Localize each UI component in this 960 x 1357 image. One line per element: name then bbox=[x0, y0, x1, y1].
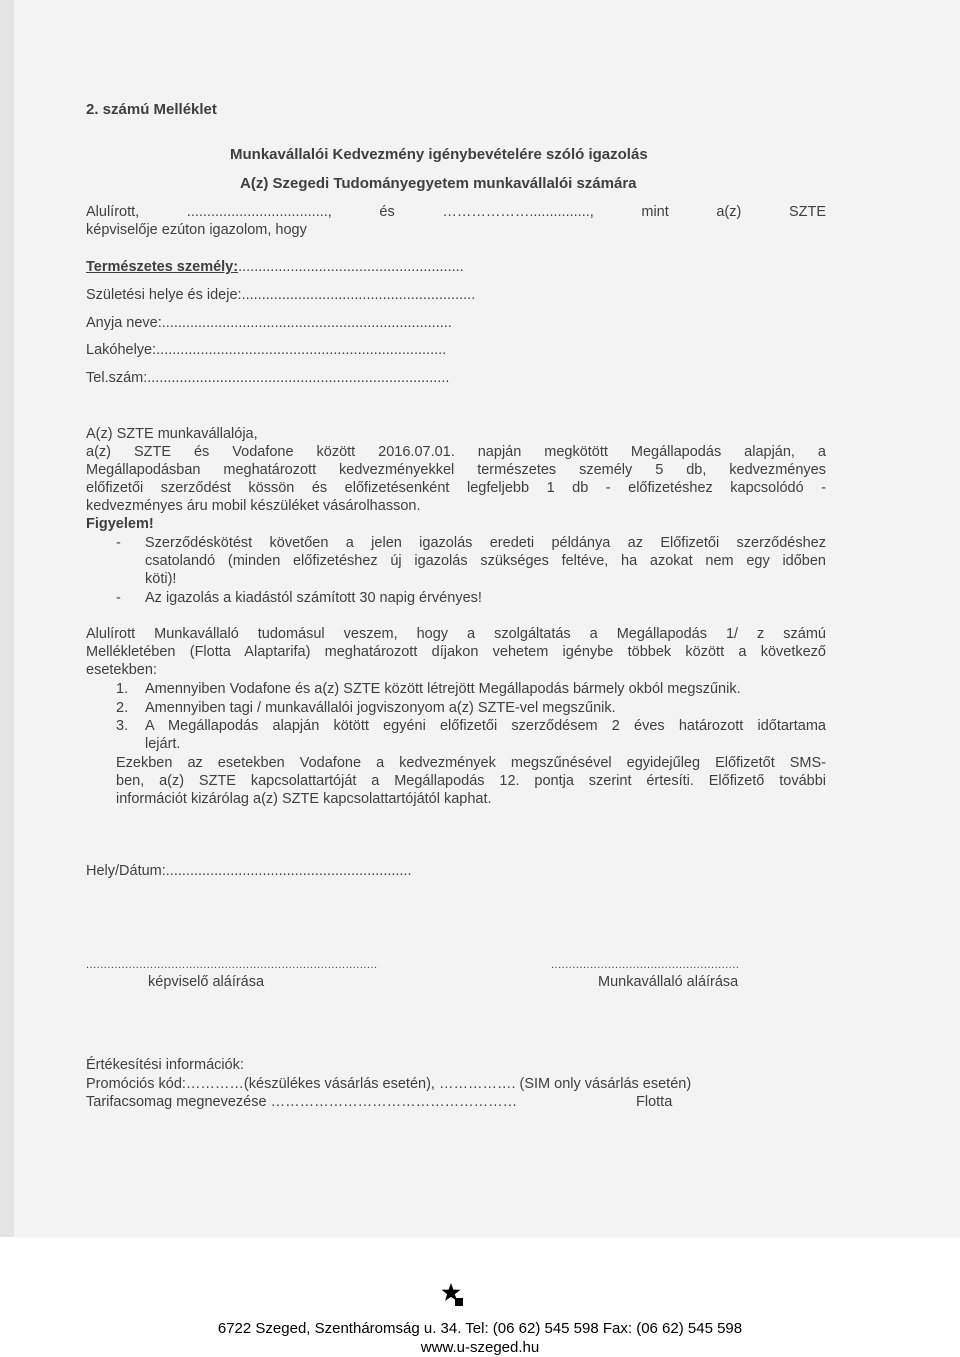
warning-heading: Figyelem! bbox=[86, 516, 154, 532]
person-dots: ........................................................ bbox=[238, 259, 464, 275]
birth-field: Születési helye és ideje:.......................................................... bbox=[86, 287, 476, 303]
sales-info-heading: Értékesítési információk: bbox=[86, 1057, 244, 1073]
list-item-number: 2. bbox=[116, 700, 129, 716]
warning-1-line-1: Szerződéskötést követően a jelen igazolás eredeti példánya az Előfizetői szerződéshez bbox=[145, 535, 826, 551]
person-field bbox=[86, 258, 464, 276]
bullet-dash: - bbox=[116, 590, 121, 606]
place-date-field: Hely/Dátum:............................................................. bbox=[86, 863, 412, 879]
footer-address: 6722 Szeged, Szentháromság u. 34. Tel: (06 62) 545 598 Fax: (06 62) 545 598 bbox=[217, 1320, 743, 1337]
paragraph-1-line-4: előfizetői szerződést kössön és előfizetésenként legfeljebb 1 db - előfizetéshez kapcsolódó - bbox=[86, 480, 826, 496]
scan-edge bbox=[0, 0, 14, 1237]
document-subtitle: A(z) Szegedi Tudományegyetem munkavállalói számára bbox=[240, 175, 637, 192]
warning-1-line-3: köti)! bbox=[145, 571, 177, 587]
representative-signature-label: képviselő aláírása bbox=[148, 974, 265, 990]
paragraph-3-line-2: ben, a(z) SZTE kapcsolattartóját a Megállapodás 12. pontja szerint értesíti. Előfizető további bbox=[116, 773, 826, 789]
paragraph-1-line-5: kedvezményes áru mobil készüléket vásárolhasson. bbox=[86, 498, 421, 514]
list-item-number: 1. bbox=[116, 681, 129, 697]
star-square-logo-icon bbox=[441, 1281, 471, 1309]
warning-2: Az igazolás a kiadástól számított 30 napig érvényes! bbox=[145, 590, 482, 606]
paragraph-3-line-3: információt kizárólag a(z) SZTE kapcsolattartójától kaphat. bbox=[116, 791, 492, 807]
phone-field: Tel.szám:........................................................................... bbox=[86, 370, 450, 386]
employee-signature-label: Munkavállaló aláírása bbox=[598, 974, 739, 990]
footer-website[interactable]: www.u-szeged.hu bbox=[420, 1339, 540, 1356]
paragraph-1-line-2: a(z) SZTE és Vodafone között 2016.07.01. napján megkötött Megállapodás alapján, a bbox=[86, 444, 826, 460]
list-item-text-continued: lejárt. bbox=[145, 736, 181, 752]
paragraph-3-line-1: Ezekben az esetekben Vodafone a kedvezmények megszűnésével egyidejűleg Előfizetőt SMS- bbox=[116, 755, 826, 771]
intro-line-2: képviselője ezúton igazolom, hogy bbox=[86, 222, 307, 238]
paragraph-2-line-2: Mellékletében (Flotta Alaptarifa) meghatározott díjakon vehetem igénybe többek között a következő bbox=[86, 644, 826, 660]
address-field: Lakóhelye:........................................................................ bbox=[86, 342, 447, 358]
promo-code-field: Promóciós kód:…………(készülékes vásárlás esetén), ……………. (SIM only vásárlás esetén) bbox=[86, 1076, 692, 1092]
list-item-text: Amennyiben Vodafone és a(z) SZTE között létrejött Megállapodás bármely okból megszűnik. bbox=[145, 681, 741, 697]
list-item-text: A Megállapodás alapján kötött egyéni előfizetői szerződésem 2 éves határozott időtartama bbox=[145, 718, 826, 734]
paragraph-1-line-1: A(z) SZTE munkavállalója, bbox=[86, 426, 258, 442]
warning-1-line-2: csatolandó (minden előfizetéshez új igazolás szükséges feltéve, ha azokat nem egy időben bbox=[145, 553, 826, 569]
tariff-label: Tarifacsomag megnevezése …………………………………………… bbox=[86, 1094, 518, 1110]
person-label: Természetes személy: bbox=[86, 259, 239, 275]
annex-label: 2. számú Melléklet bbox=[86, 101, 217, 118]
mother-name-field: Anyja neve:........................................................................ bbox=[86, 315, 452, 331]
list-item-number: 3. bbox=[116, 718, 129, 734]
list-item-text: Amennyiben tagi / munkavállalói jogviszonyom a(z) SZTE-vel megszűnik. bbox=[145, 700, 616, 716]
paragraph-2-line-3: esetekben: bbox=[86, 662, 157, 678]
paragraph-1-line-3: Megállapodásban meghatározott kedvezményekkel természetes személy 5 db, kedvezményes bbox=[86, 462, 826, 478]
document-title: Munkavállalói Kedvezmény igénybevételére szóló igazolás bbox=[230, 146, 648, 163]
tariff-value: Flotta bbox=[636, 1094, 673, 1110]
signature-line-left: .................................................................................. bbox=[86, 959, 378, 971]
bullet-dash: - bbox=[116, 535, 121, 551]
signature-line-right: ..................................................... bbox=[551, 959, 740, 971]
paragraph-2-line-1: Alulírott Munkavállaló tudomásul veszem, hogy a szolgáltatás a Megállapodás 1/ z számú bbox=[86, 626, 826, 642]
intro-line-1: Alulírott, ..................................., és ………………..............., mint a(z) SZTE bbox=[86, 204, 826, 220]
